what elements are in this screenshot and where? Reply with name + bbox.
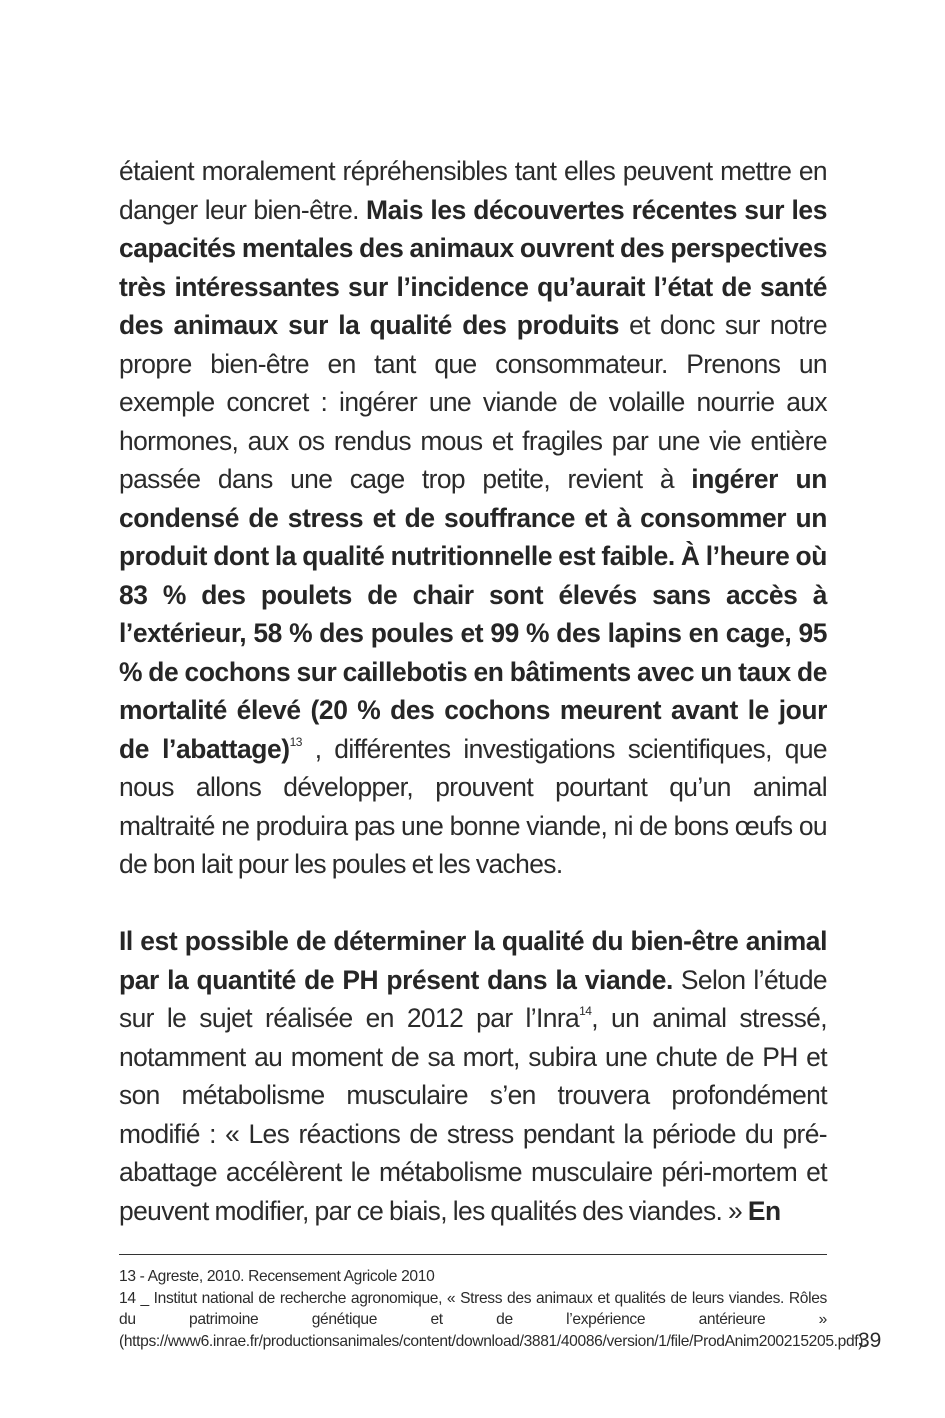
text-run: et donc sur notre propre bien-être en tant que consommateur. Prenons un exemple concret : ingérer une viande de volaille nourrie aux hormones, aux os rendus mous et fragiles par une vie entière passée dans une cage trop petite, revient à	[119, 310, 828, 494]
text-run: Selon l’étude sur le sujet réalisée en 2012 par l’Inra	[119, 964, 827, 1033]
footnotes	[119, 1266, 868, 1352]
emphasized-text: ingérer un condensé de stress et de souffrance et à consommer un produit dont la qualité nutritionnelle est faible. À l’heure où 83 % des poulets de chair sont élevés sans accès à l’extérieur, 58 % des poules et 99 % des lapins en cage, 95 % de cochons sur caillebotis en bâtiments avec un taux de mortalité élevé (20 % des cochons meurent avant le jour de l’abattage)	[119, 464, 827, 764]
text-run: étaient moralement répréhensibles tant elles peuvent mettre en danger leur bien-être.	[119, 156, 827, 225]
page-number: 39	[858, 1329, 882, 1352]
text-run: , différentes investigations scientifiques, que nous allons développer, prouvent pourtant qu’un animal maltraité ne produira pas une bonne viande, ni de bons œufs ou de bon lait pour les poules et les vaches.	[119, 733, 827, 879]
text-run: , un animal stressé, notamment au moment de sa mort, subira une chute de PH et son métabolisme musculaire s’en trouvera profondément modifié : « Les réactions de stress pendant la période du pré-abattage accélèrent le métabolisme musculaire péri-mortem et peuvent modifier, par ce biais, les qualités des viandes. »	[119, 1003, 827, 1226]
footnote-reference: 14	[579, 1004, 592, 1019]
body-text	[119, 152, 827, 1230]
paragraph-1	[119, 152, 827, 884]
emphasized-text: Mais les découvertes récentes sur les capacités mentales des animaux ouvrent des perspectives très intéressantes sur l’incidence qu’aurait l’état de santé des animaux sur la qualité des produits	[119, 194, 827, 340]
emphasized-text: Il est possible de déterminer la qualité du bien-être animal par la quantité de PH présent dans la viande.	[119, 926, 827, 995]
footnote-13: 13 - Agreste, 2010. Recensement Agricole 2010	[119, 1268, 435, 1285]
paragraph-2	[119, 922, 827, 1230]
footnote-reference: 13	[289, 734, 302, 749]
footnote-divider	[119, 1254, 827, 1255]
footnote-14: 14 _ Institut national de recherche agronomique, « Stress des animaux et qualités de leurs viandes. Rôles du patrimoine génétique et de l’expérience antérieure » (https://www6.inrae.fr/productionsanimales/content/download/3881/40086/version/1/file/ProdAnim200215205.pdf).	[119, 1289, 868, 1350]
emphasized-text: En	[747, 1195, 781, 1226]
